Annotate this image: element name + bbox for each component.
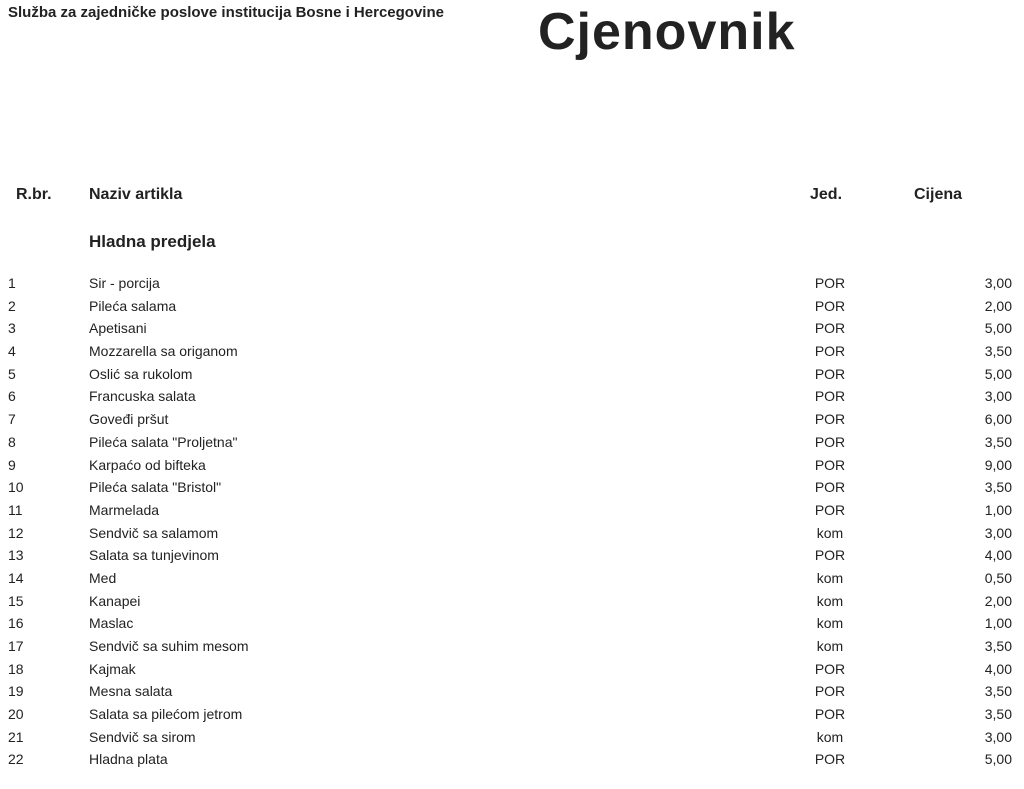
table-row — [0, 659, 1024, 682]
row-number: 7 — [8, 411, 16, 428]
row-number: 6 — [8, 388, 16, 405]
row-number: 2 — [8, 297, 16, 314]
price-list — [0, 273, 1024, 772]
item-name: Goveđi pršut — [89, 411, 169, 428]
table-row — [0, 545, 1024, 568]
item-unit: kom — [816, 569, 844, 586]
item-unit: POR — [814, 501, 846, 518]
item-unit: POR — [814, 343, 846, 360]
item-unit: POR — [814, 751, 846, 768]
row-number: 11 — [8, 501, 23, 518]
item-price: 2,00 — [984, 297, 1012, 314]
item-name: Sendvič sa salamom — [89, 524, 219, 541]
item-name: Hladna plata — [89, 751, 168, 768]
item-price: 5,00 — [984, 751, 1012, 768]
item-price: 3,00 — [984, 524, 1012, 541]
item-unit: POR — [814, 683, 846, 700]
item-unit: kom — [816, 638, 844, 654]
item-name: Salata sa tunjevinom — [89, 547, 219, 564]
item-name: Pileća salata "Proljetna" — [89, 433, 238, 450]
item-name: Med — [89, 569, 117, 586]
item-name: Pileća salata "Bristol" — [89, 479, 222, 496]
item-unit: POR — [814, 388, 846, 405]
item-price: 3,50 — [984, 343, 1012, 360]
item-price: 3,50 — [984, 479, 1012, 496]
item-price: 6,00 — [984, 411, 1012, 428]
row-number: 15 — [8, 592, 24, 609]
table-row — [0, 273, 1024, 296]
item-name: Mesna salata — [89, 683, 173, 700]
item-price: 3,50 — [984, 683, 1012, 700]
row-number: 13 — [8, 547, 24, 564]
table-row — [0, 477, 1024, 500]
item-name: Sendvič sa suhim mesom — [89, 638, 249, 654]
item-unit: POR — [814, 706, 846, 723]
table-row — [0, 749, 1024, 772]
item-price: 1,00 — [984, 615, 1012, 632]
row-number: 4 — [8, 343, 16, 360]
item-name: Kajmak — [89, 660, 136, 677]
item-unit: POR — [814, 456, 846, 473]
item-unit: kom — [816, 728, 844, 745]
item-unit: POR — [814, 320, 846, 337]
item-price: 1,00 — [984, 501, 1012, 518]
item-name: Oslić sa rukolom — [89, 365, 193, 382]
organization-name: Služba za zajedničke poslove institucija Bosne i Hercegovine — [8, 4, 444, 21]
table-row — [0, 636, 1024, 659]
row-number: 1 — [8, 275, 16, 291]
item-name: Maslac — [89, 615, 134, 632]
row-number: 20 — [8, 706, 24, 723]
page-title: Cjenovnik — [538, 3, 796, 61]
item-name: Apetisani — [89, 320, 147, 337]
table-row — [0, 681, 1024, 704]
section-heading: Hladna predjela — [89, 232, 216, 251]
item-price: 3,00 — [984, 728, 1012, 745]
column-header-number: R.br. — [16, 186, 52, 203]
item-unit: kom — [816, 524, 844, 541]
item-price: 5,00 — [984, 365, 1012, 382]
item-price: 3,00 — [984, 388, 1012, 405]
item-unit: kom — [816, 592, 844, 609]
table-row — [0, 523, 1024, 546]
table-row — [0, 591, 1024, 614]
row-number: 18 — [8, 660, 24, 677]
item-price: 9,00 — [984, 456, 1012, 473]
row-number: 3 — [8, 320, 16, 337]
table-row — [0, 613, 1024, 636]
column-header-price: Cijena — [914, 186, 963, 203]
table-row — [0, 409, 1024, 432]
row-number: 19 — [8, 683, 24, 700]
table-row — [0, 296, 1024, 319]
item-price: 3,50 — [984, 638, 1012, 654]
item-name: Francuska salata — [89, 388, 196, 405]
item-unit: POR — [814, 297, 846, 314]
item-name: Marmelada — [89, 501, 160, 518]
table-row — [0, 386, 1024, 409]
item-name: Salata sa pilećom jetrom — [89, 706, 243, 723]
item-price: 3,50 — [984, 433, 1012, 450]
row-number: 8 — [8, 433, 16, 450]
item-price: 2,00 — [984, 592, 1012, 609]
item-price: 0,50 — [984, 569, 1012, 586]
item-name: Sendvič sa sirom — [89, 728, 196, 745]
table-row — [0, 455, 1024, 478]
table-row — [0, 318, 1024, 341]
item-price: 4,00 — [984, 660, 1012, 677]
item-price: 4,00 — [984, 547, 1012, 564]
table-row — [0, 500, 1024, 523]
item-unit: POR — [814, 660, 846, 677]
item-unit: POR — [814, 411, 846, 428]
item-unit: kom — [816, 615, 844, 632]
item-price: 3,50 — [984, 706, 1012, 723]
item-unit: POR — [814, 275, 846, 291]
row-number: 14 — [8, 569, 24, 586]
row-number: 10 — [8, 479, 24, 496]
row-number: 9 — [8, 456, 16, 473]
item-price: 5,00 — [984, 320, 1012, 337]
item-name: Pileća salama — [89, 297, 177, 314]
row-number: 22 — [8, 751, 24, 768]
row-number: 12 — [8, 524, 24, 541]
column-header-name: Naziv artikla — [89, 186, 183, 203]
item-price: 3,00 — [984, 275, 1012, 291]
item-unit: POR — [814, 479, 846, 496]
table-row — [0, 727, 1024, 750]
row-number: 16 — [8, 615, 24, 632]
table-row — [0, 432, 1024, 455]
table-row — [0, 341, 1024, 364]
table-row — [0, 364, 1024, 387]
table-row — [0, 704, 1024, 727]
item-name: Sir - porcija — [89, 275, 160, 291]
column-header-unit: Jed. — [810, 186, 843, 203]
item-unit: POR — [814, 365, 846, 382]
item-unit: POR — [814, 547, 846, 564]
item-name: Karpaćo od bifteka — [89, 456, 206, 473]
row-number: 5 — [8, 365, 16, 382]
row-number: 17 — [8, 638, 24, 654]
table-row — [0, 568, 1024, 591]
item-name: Kanapei — [89, 592, 141, 609]
item-name: Mozzarella sa origanom — [89, 343, 238, 360]
row-number: 21 — [8, 728, 24, 745]
item-unit: POR — [814, 433, 846, 450]
